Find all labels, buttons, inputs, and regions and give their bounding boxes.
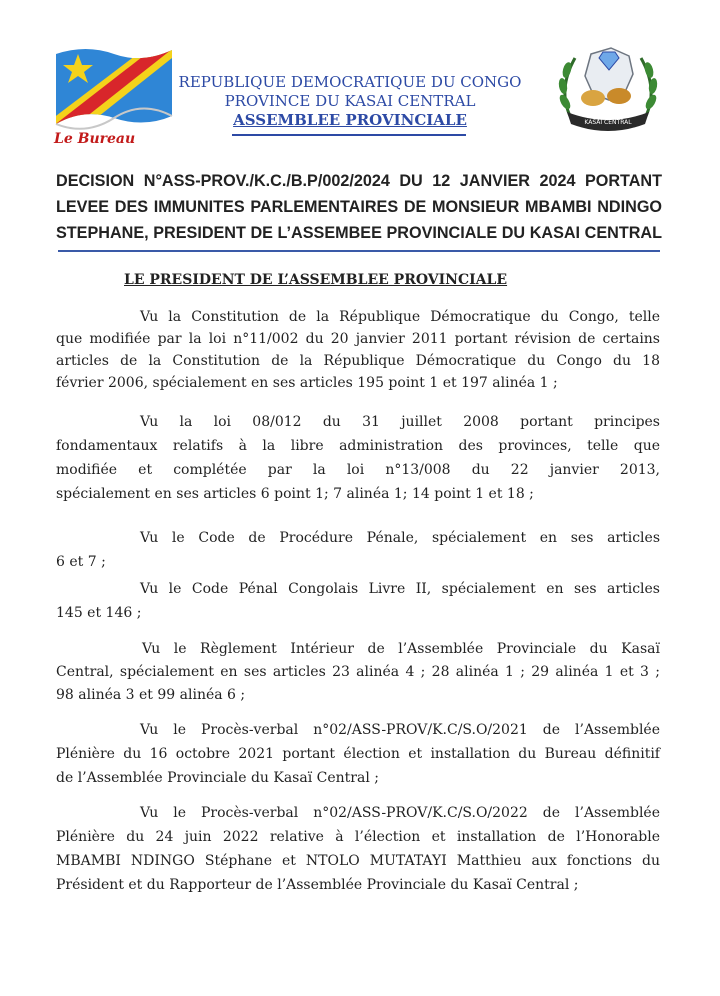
- paragraph-line: Central, spécialement en ses articles 23 alinéa 4 ; 28 alinéa 1 ; 29 alinéa 1 et 3 ;: [56, 664, 660, 680]
- drc-flag-icon: [52, 44, 176, 132]
- paragraph-reglement-interieur: [56, 638, 660, 707]
- paragraph-line: Vu la Constitution de la République Démocratique du Congo, telle: [140, 309, 660, 325]
- paragraph-line: Vu le Code Pénal Congolais Livre II, spécialement en ses articles: [140, 581, 660, 597]
- paragraph-line: Vu le Procès-verbal n°02/ASS-PROV/K.C/S.O/2021 de l’Assemblée: [140, 722, 660, 738]
- paragraph-line: que modifiée par la loi n°11/002 du 20 janvier 2011 portant révision de certains: [56, 331, 660, 347]
- paragraph-line: Plénière du 24 juin 2022 relative à l’élection et installation de l’Honorable: [56, 829, 660, 845]
- paragraph-loi-08-012: [56, 410, 660, 506]
- decision-title: [56, 168, 662, 246]
- paragraph-line: fondamentaux relatifs à la libre administration des provinces, telle que: [56, 438, 660, 454]
- paragraph-line: Vu le Procès-verbal n°02/ASS-PROV/K.C/S.O/2022 de l’Assemblée: [140, 805, 660, 821]
- assembly-name: ASSEMBLEE PROVINCIALE: [233, 111, 467, 129]
- paragraph-line: spécialement en ses articles 6 point 1; 7 alinéa 1; 14 point 1 et 18 ;: [56, 486, 534, 502]
- paragraph-constitution: [56, 306, 660, 394]
- paragraph-pv-2022: [56, 801, 660, 897]
- paragraph-line: MBAMBI NDINGO Stéphane et NTOLO MUTATAYI Matthieu aux fonctions du: [56, 853, 660, 869]
- header-text: [170, 73, 530, 130]
- paragraph-line: Président et du Rapporteur de l’Assemblée Provinciale du Kasaï Central ;: [56, 877, 579, 893]
- paragraph-code-procedure-penale: [56, 526, 660, 574]
- paragraph-line: Vu la loi 08/012 du 31 juillet 2008 portant principes: [140, 414, 660, 430]
- header-divider: [232, 134, 466, 136]
- paragraph-line: 98 alinéa 3 et 99 alinéa 6 ;: [56, 687, 246, 703]
- title-divider: [58, 250, 660, 252]
- paragraph-line: février 2006, spécialement en ses articles 195 point 1 et 197 alinéa 1 ;: [56, 375, 558, 391]
- bureau-label: Le Bureau: [54, 131, 136, 147]
- paragraph-line: Vu le Règlement Intérieur de l’Assemblée Provinciale du Kasaï: [142, 641, 660, 657]
- paragraph-line: 6 et 7 ;: [56, 554, 106, 570]
- title-line: DECISION N°ASS-PROV./K.C./B.P/002/2024 DU 12 JANVIER 2024 PORTANT: [56, 172, 662, 190]
- province-name: PROVINCE DU KASAI CENTRAL: [224, 92, 476, 110]
- title-line: LEVEE DES IMMUNITES PARLEMENTAIRES DE MONSIEUR MBAMBI NDINGO: [56, 198, 662, 216]
- paragraph-line: de l’Assemblée Provinciale du Kasaï Central ;: [56, 770, 379, 786]
- paragraph-line: articles de la Constitution de la République Démocratique du Congo du 18: [56, 353, 660, 369]
- subtitle-heading: LE PRESIDENT DE L’ASSEMBLEE PROVINCIALE: [124, 272, 508, 288]
- paragraph-code-penal: [56, 577, 660, 625]
- paragraph-pv-2021: [56, 718, 660, 790]
- paragraph-line: modifiée et complétée par la loi n°13/008 du 22 janvier 2013,: [56, 462, 660, 478]
- country-name: REPUBLIQUE DEMOCRATIQUE DU CONGO: [178, 73, 522, 91]
- paragraph-line: Vu le Code de Procédure Pénale, spécialement en ses articles: [140, 530, 660, 546]
- kasai-central-emblem-icon: [553, 40, 663, 132]
- paragraph-line: 145 et 146 ;: [56, 605, 142, 621]
- title-line: STEPHANE, PRESIDENT DE L’ASSEMBEE PROVINCIALE DU KASAI CENTRAL: [56, 224, 662, 242]
- paragraph-line: Plénière du 16 octobre 2021 portant élection et installation du Bureau définitif: [56, 746, 660, 762]
- emblem-ribbon-text: KASAI CENTRAL: [584, 119, 632, 126]
